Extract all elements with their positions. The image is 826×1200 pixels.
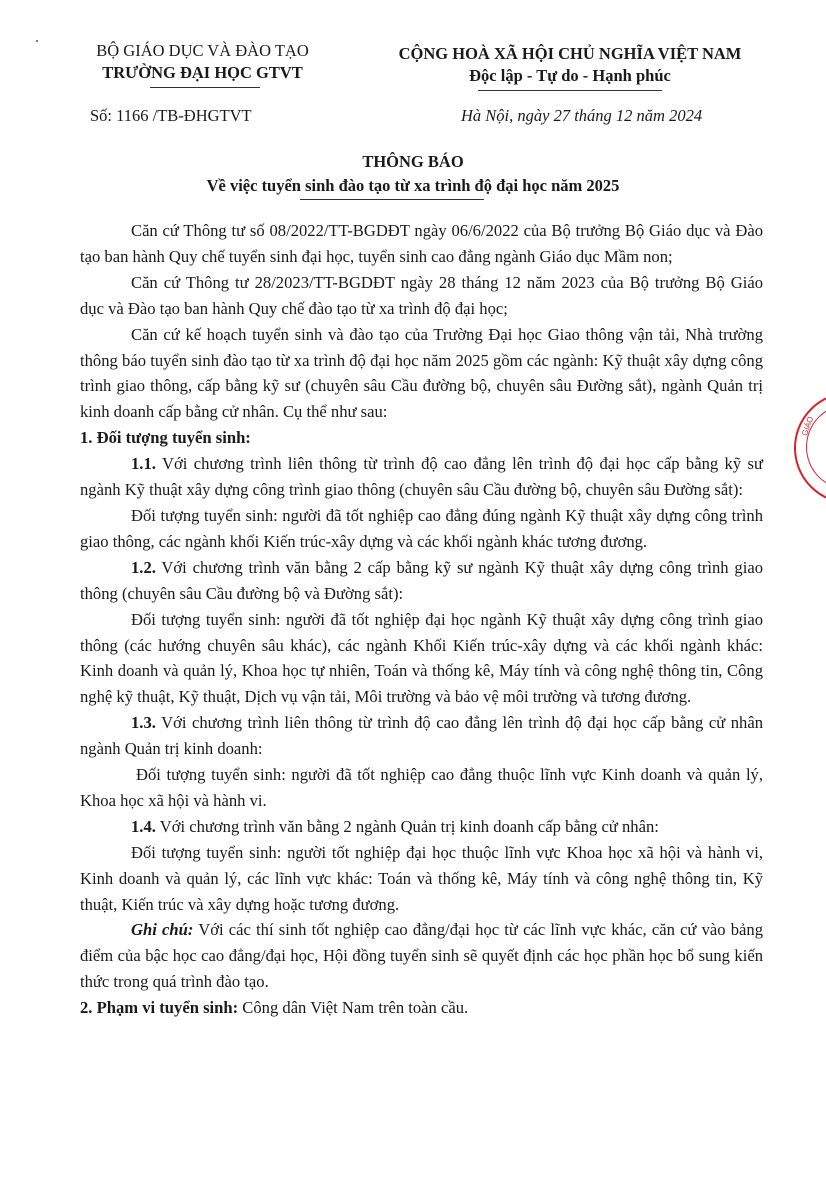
document-number: Số: 1166 /TB-ĐHGTVT [90, 106, 252, 125]
subsection-1-4-text: Với chương trình văn bằng 2 ngành Quản trị kinh doanh cấp bằng cử nhân: [155, 816, 659, 836]
subsection-1-3-text: Với chương trình liên thông từ trình độ cao đẳng lên trình độ đại học cấp bằng cử nhân ngành Quản trị kinh doanh: [80, 713, 763, 759]
subtitle-underline [300, 199, 484, 200]
place-date: Hà Nội, ngày 27 tháng 12 năm 2024 [461, 106, 703, 125]
issuer-header [60, 40, 345, 84]
section-heading-1 [80, 425, 763, 451]
subsection-1-3 [80, 710, 763, 762]
subsection-1-2-text: Với chương trình văn bằng 2 cấp bằng kỹ sư ngành Kỹ thuật xây dựng công trình giao thông (chuyên sâu Cầu đường bộ và Đường sắt): [80, 557, 763, 603]
section-heading-2-text: 2. Phạm vi tuyển sinh: [80, 998, 239, 1018]
issuer-underline [150, 87, 260, 88]
note-paragraph [80, 917, 763, 995]
paragraph-legal-basis-3: Căn cứ kế hoạch tuyển sinh và đào tạo của Trường Đại học Giao thông vận tải, Nhà trường thông báo tuyển sinh đào tạo từ xa trình độ đại học năm 2025 gồm các ngành: Kỹ thuật xây dựng công trình giao thông, cấp bằng kỹ sư (chuyên sâu Cầu đường bộ, chuyên sâu Đường sắt), ngành Quản trị kinh doanh cấp bằng cử nhân. Cụ thể như sau: [80, 324, 763, 422]
subsection-1-1-text: Với chương trình liên thông từ trình độ cao đẳng lên trình độ đại học cấp bằng kỹ sư ngành Kỹ thuật xây dựng công trình giao thông (chuyên sâu Cầu đường bộ, chuyên sâu Đường sắt): [80, 454, 763, 500]
republic-name: CỘNG HOÀ XÃ HỘI CHỦ NGHĨA VIỆT NAM [398, 44, 742, 63]
subsection-1-1 [80, 451, 763, 503]
document-subtitle: Về việc tuyển sinh đào tạo từ xa trình độ đại học năm 2025 [206, 176, 620, 195]
subsection-1-4-body: Đối tượng tuyển sinh: người tốt nghiệp đại học thuộc lĩnh vực Khoa học xã hội và hành vi, Kinh doanh và quản lý, các lĩnh vực khác: Toán và thống kê, Máy tính và công nghệ thông tin, Kỹ thuật, Kiến trúc và xây dựng hoặc tương đương. [80, 842, 763, 914]
ministry-name: BỘ GIÁO DỤC VÀ ĐÀO TẠO [96, 41, 309, 60]
subsection-1-4-number: 1.4. [131, 816, 156, 836]
scan-speck [36, 40, 38, 42]
subsection-1-2-number: 1.2. [131, 557, 156, 577]
section-heading-2 [80, 995, 763, 1021]
national-header [355, 43, 785, 87]
section-2-text: Công dân Việt Nam trên toàn cầu. [238, 998, 469, 1018]
subsection-1-2-body: Đối tượng tuyển sinh: người đã tốt nghiệp đại học ngành Kỹ thuật xây dựng công trình giao thông (các hướng chuyên sâu khác), các ngành Khối Kiến trúc-xây dựng và các khối ngành khác: Kinh doanh và quản lý, Khoa học tự nhiên, Toán và thống kê, Máy tính và công nghệ thông tin, Công nghệ kỹ thuật, Kỹ thuật, Dịch vụ vận tải, Môi trường và bảo vệ môi trường và tương đương. [80, 609, 763, 707]
subsection-1-1-number: 1.1. [131, 454, 156, 474]
document-body [80, 218, 763, 1021]
motto-underline [478, 90, 662, 91]
note-text: Với các thí sinh tốt nghiệp cao đẳng/đại học từ các lĩnh vực khác, căn cứ vào bảng điểm của bậc học cao đẳng/đại học, Hội đồng tuyển sinh sẽ quyết định các học phần học bổ sung kiến thức trong quá trình đào tạo. [80, 920, 763, 992]
section-heading-1-text: 1. Đối tượng tuyển sinh: [80, 428, 251, 448]
subsection-1-4 [80, 814, 763, 840]
document-title: THÔNG BÁO [362, 152, 464, 171]
subsection-1-3-number: 1.3. [131, 713, 156, 733]
national-motto: Độc lập - Tự do - Hạnh phúc [469, 66, 671, 85]
university-name: TRƯỜNG ĐẠI HỌC GTVT [102, 63, 303, 82]
subsection-1-2 [80, 555, 763, 607]
subsection-1-1-body: Đối tượng tuyển sinh: người đã tốt nghiệp cao đẳng đúng ngành Kỹ thuật xây dựng công trình giao thông, các ngành khối Kiến trúc-xây dựng và các khối ngành khác tương đương. [80, 505, 763, 551]
official-seal [794, 392, 826, 504]
paragraph-legal-basis-1: Căn cứ Thông tư số 08/2022/TT-BGDĐT ngày 06/6/2022 của Bộ trưởng Bộ Giáo dục và Đào tạo ban hành Quy chế tuyển sinh đại học, tuyển sinh cao đẳng ngành Giáo dục Mầm non; [80, 221, 763, 266]
seal-text: GIÁO [800, 415, 816, 438]
subsection-1-3-body: Đối tượng tuyển sinh: người đã tốt nghiệp cao đẳng thuộc lĩnh vực Kinh doanh và quản lý, Khoa học xã hội và hành vi. [80, 765, 763, 810]
note-label: Ghi chú: [131, 920, 194, 940]
paragraph-legal-basis-2: Căn cứ Thông tư 28/2023/TT-BGDĐT ngày 28 tháng 12 năm 2023 của Bộ trưởng Bộ Giáo dục và Đào tạo ban hành Quy chế đào tạo từ xa trình độ đại học; [80, 272, 763, 318]
